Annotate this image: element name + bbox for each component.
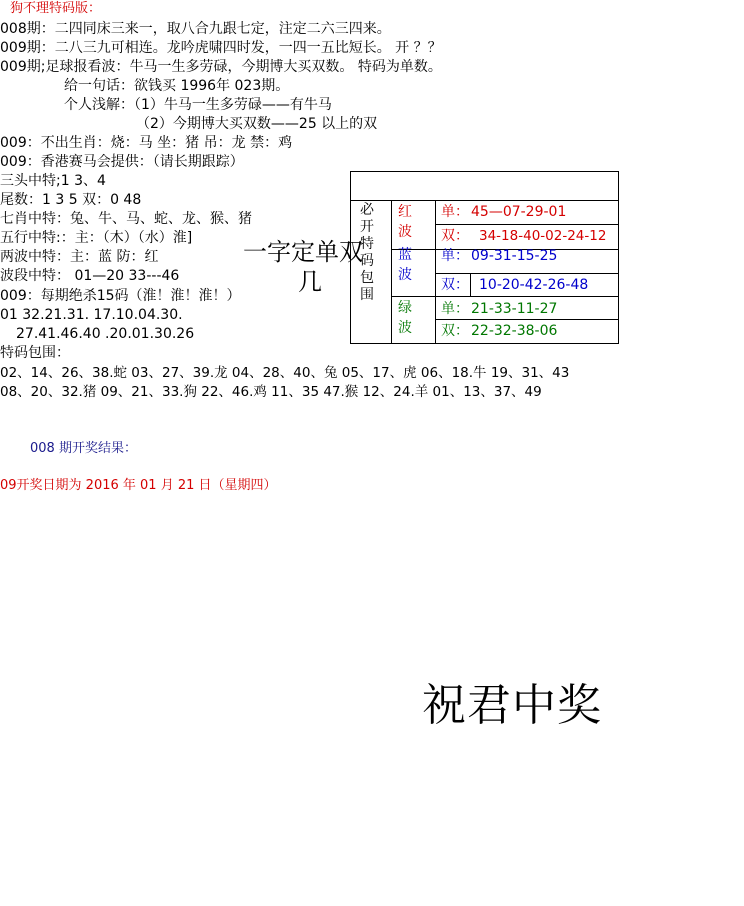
red-odd-tag: 单： [441, 204, 469, 220]
blue-odd-tag: 单： [441, 248, 469, 264]
blue-odd-numbers: 09-31-15-25 [471, 248, 558, 264]
text-line: 009：不出生肖：烧：马 坐：猪 吊：龙 禁：鸡 [0, 135, 293, 151]
text-line: 个人浅解：（1）牛马一生多劳碌——有牛马 [64, 97, 332, 113]
text-line: 特码包围： [0, 345, 70, 361]
table-divider [470, 273, 471, 296]
text-line: 009：香港赛马会提供：（请长期跟踪） [0, 154, 244, 170]
table-divider [391, 200, 392, 343]
handwritten-note-char: 几 [298, 268, 322, 296]
blue-even-numbers: 10-20-42-26-48 [479, 277, 589, 293]
text-line: 尾数：1 3 5 双：0 48 [0, 192, 142, 208]
text-line: 五行中特:：主：（木）（水）淮] [0, 230, 193, 246]
wave-table [350, 171, 619, 344]
table-divider [435, 200, 436, 343]
table-divider [435, 224, 618, 225]
green-odd-tag: 单： [441, 301, 469, 317]
green-even-tag: 双： [441, 323, 469, 339]
red-wave-label: 红 波 [398, 204, 412, 240]
red-even-numbers: 34-18-40-02-24-12 [479, 228, 607, 244]
draw-date: 09开奖日期为 2016 年 01 月 21 日（星期四） [0, 478, 277, 493]
side-label: 必 开 特 码 包 围 [360, 202, 374, 303]
text-line: 给一句话：欲钱买 1996年 023期。 [64, 78, 290, 94]
text-line: 009：每期绝杀15码（淮！淮！淮！） [0, 288, 241, 304]
text-line: 01 32.21.31. 17.10.04.30. [0, 307, 183, 323]
table-divider [435, 319, 618, 320]
text-line: 08、20、32.猪 09、21、33.狗 22、46.鸡 11、35 47.猴 12、24.羊 01、13、37、49 [0, 384, 542, 400]
blessing-text: 祝君中奖 [422, 680, 602, 731]
red-even-tag: 双： [441, 228, 469, 244]
text-line: 02、14、26、38.蛇 03、27、39.龙 04、28、40、兔 05、17、虎 06、18.牛 19、31、43 [0, 365, 570, 381]
text-line: 两波中特：主：蓝 防：红 [0, 249, 159, 265]
green-even-numbers: 22-32-38-06 [471, 323, 558, 339]
green-odd-numbers: 21-33-11-27 [471, 301, 558, 317]
blue-wave-label: 蓝 波 [398, 247, 412, 283]
green-wave-label: 绿 波 [398, 300, 412, 336]
text-line: 波段中特： 01—20 33---46 [0, 268, 180, 284]
result-label: 008 期开奖结果： [30, 441, 137, 456]
text-line: 009期：二八三九可相连。龙吟虎啸四时发，一四一五比短长。 开 ？？ [0, 40, 442, 56]
text-line: 009期;足球报看波：牛马一生多劳碌，今期博大买双数。 特码为单数。 [0, 59, 442, 75]
table-divider [435, 273, 618, 274]
handwritten-note: 一字定单双 [243, 238, 363, 266]
page-header-title: 狗不理特码版： [10, 1, 102, 16]
text-line: 27.41.46.40 .20.01.30.26 [16, 326, 195, 342]
text-line: 008期：二四同床三来一，取八合九跟七定，注定二六三四来。 [0, 21, 391, 37]
text-line: 七肖中特：兔、牛、马、蛇、龙、猴、猪 [0, 211, 252, 227]
red-odd-numbers: 45—07-29-01 [471, 204, 567, 220]
blue-even-tag: 双： [441, 277, 469, 293]
text-line: （2）今期博大买双数——25 以上的双 [136, 116, 378, 132]
text-line: 三头中特;1 3、4 [0, 173, 106, 189]
table-divider [391, 296, 618, 297]
